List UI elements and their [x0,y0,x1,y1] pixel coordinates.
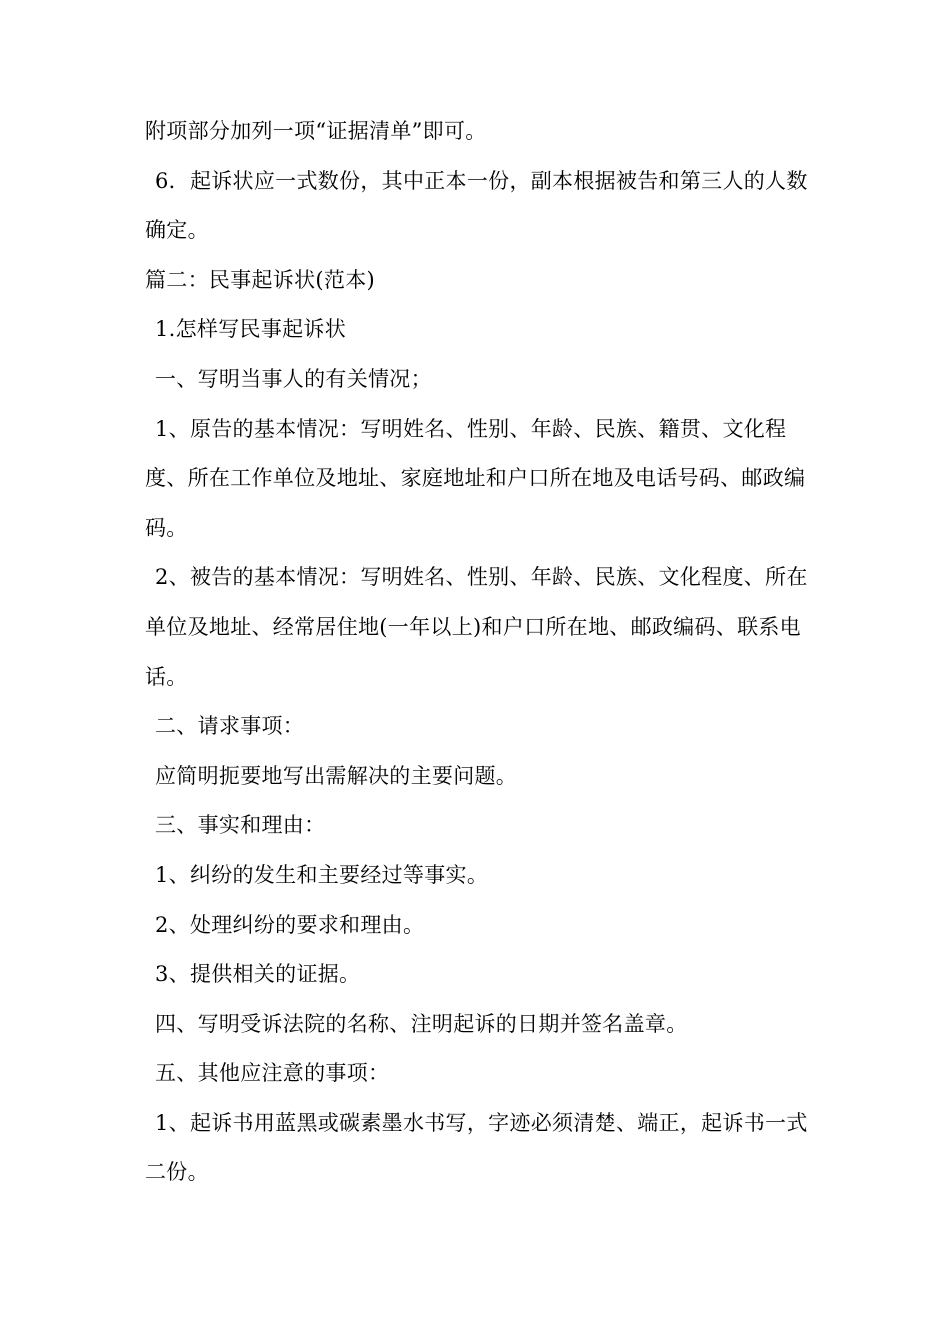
paragraph-copies: 6．起诉状应一式数份，其中正本一份，副本根据被告和第三人的人数确定。 [145,168,808,243]
paragraph-dispute-facts: 1、纠纷的发生和主要经过等事实。 [155,862,489,887]
paragraph-plaintiff-info: 1、原告的基本情况：写明姓名、性别、年龄、民族、籍贯、文化程度、所在工作单位及地址、家庭地址和户口所在地及电话号码、邮政编码。 [145,416,806,540]
paragraph-evidence: 3、提供相关的证据。 [155,962,361,987]
heading-claims: 二、请求事项： [155,714,305,739]
heading-parties-info: 一、写明当事人的有关情况； [155,366,432,391]
paragraph-claims-desc: 应简明扼要地写出需解决的主要问题。 [155,763,518,788]
paragraph-writing-ink: 1、起诉书用蓝黑或碳素墨水书写，字迹必须清楚、端正，起诉书一式二份。 [145,1110,808,1185]
heading-facts-reasons: 三、事实和理由： [155,813,326,838]
paragraph-evidence-list: 附项部分加列一项“证据清单”即可。 [145,119,487,143]
paragraph-dispute-requests: 2、处理纠纷的要求和理由。 [155,912,425,937]
section-heading-part-two: 篇二：民事起诉状(范本) [145,267,375,292]
document-page [145,107,810,1198]
heading-other-notes: 五、其他应注意的事项： [155,1061,390,1086]
paragraph-defendant-info: 2、被告的基本情况：写明姓名、性别、年龄、民族、文化程度、所在单位及地址、经常居住地(一年以上)和户口所在地、邮政编码、联系电话。 [145,565,808,689]
heading-court-date-sign: 四、写明受诉法院的名称、注明起诉的日期并签名盖章。 [155,1011,688,1036]
subheading-how-to-write: 1.怎样写民事起诉状 [155,317,347,342]
